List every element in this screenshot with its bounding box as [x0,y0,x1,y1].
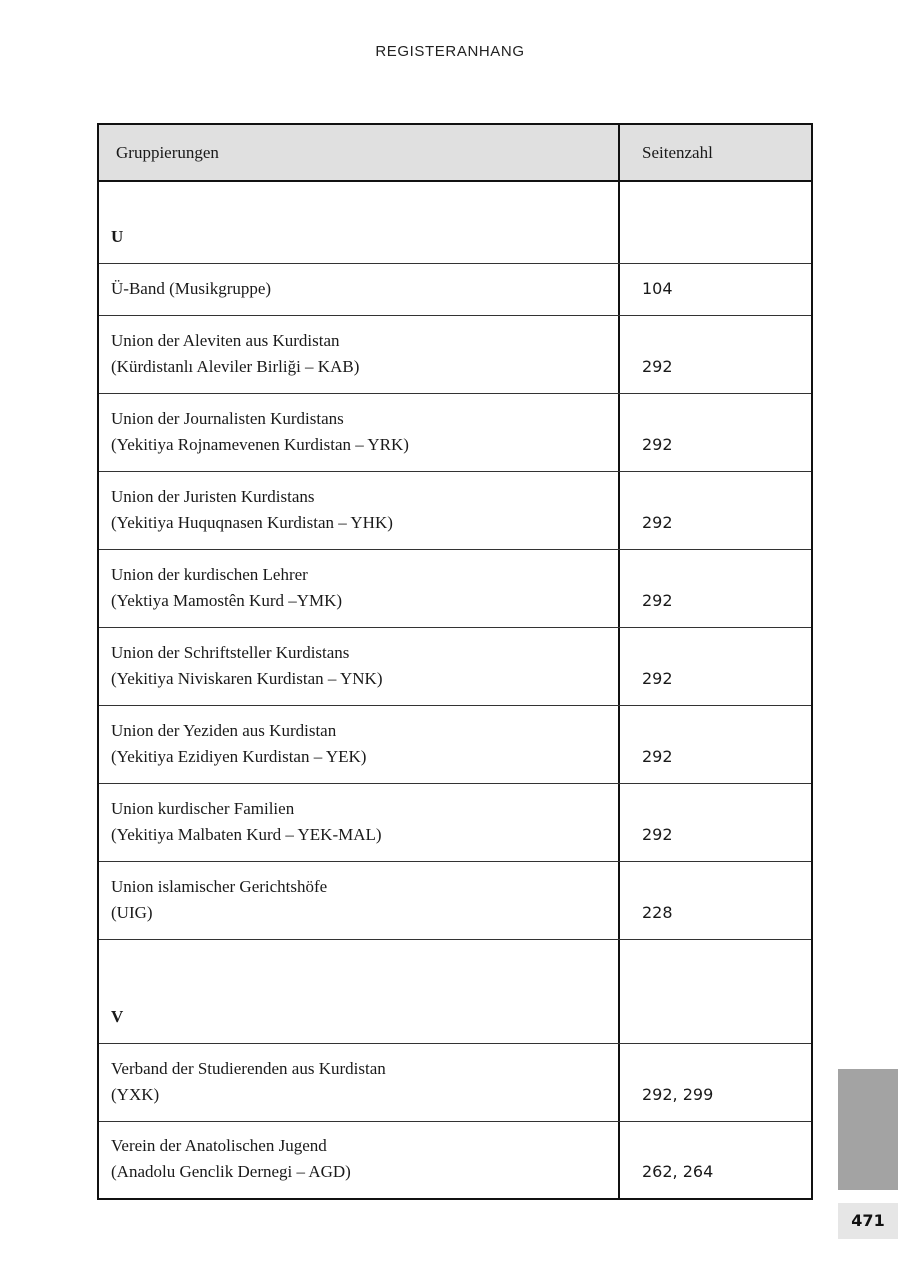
page-ref: 228 [642,903,673,922]
register-table [97,123,813,1200]
table-row [99,263,811,315]
page-ref: 104 [642,279,673,298]
page-ref: 262, 264 [642,1162,714,1181]
table-row [99,549,811,627]
entry-original-name: (Kürdistanlı Aleviler Birliği – KAB) [111,357,360,376]
entry-original-name: (Yekitiya Huquqnasen Kurdistan – YHK) [111,513,393,532]
section-letter-row [99,939,811,1043]
entry-original-name: (Yekitiya Niviskaren Kurdistan – YNK) [111,669,383,688]
section-letter: U [111,227,124,246]
table-row [99,393,811,471]
running-head: REGISTERANHANG [375,43,525,60]
entry-original-name: (YXK) [111,1085,160,1104]
entry-name: Union der kurdischen Lehrer [111,565,308,584]
table-row [99,471,811,549]
entry-name: Union der Juristen Kurdistans [111,487,315,506]
page-ref: 292 [642,357,673,376]
table-header [99,125,811,181]
entry-original-name: (Yektiya Mamostên Kurd –YMK) [111,591,343,610]
column-header-name: Gruppierungen [99,125,620,180]
column-header-page: Seitenzahl [642,142,713,162]
table-row [99,783,811,861]
page-ref: 292 [642,513,673,532]
table-row [99,1121,811,1198]
page-ref: 292 [642,825,673,844]
entry-name: Union der Aleviten aus Kurdistan [111,331,340,350]
thumb-index-tab [838,1069,898,1190]
table-row [99,861,811,939]
entry-name: Ü-Band (Musikgruppe) [111,279,272,298]
page-number: 471 [838,1203,898,1239]
page-ref: 292 [642,747,673,766]
section-letter-row [99,181,811,263]
entry-name: Union islamischer Gerichtshöfe [111,877,328,896]
page-ref: 292 [642,591,673,610]
entry-name: Union der Journalisten Kurdistans [111,409,344,428]
entry-original-name: (Yekitiya Rojnamevenen Kurdistan – YRK) [111,435,409,454]
entry-original-name: (UIG) [111,903,153,922]
entry-name: Verein der Anatolischen Jugend [111,1136,327,1155]
entry-name: Union kurdischer Familien [111,799,295,818]
entry-original-name: (Yekitiya Malbaten Kurd – YEK-MAL) [111,825,382,844]
page-ref: 292 [642,669,673,688]
table-row [99,1043,811,1121]
table-row [99,705,811,783]
page-ref: 292 [642,435,673,454]
table-row [99,627,811,705]
entry-name: Union der Yeziden aus Kurdistan [111,721,337,740]
entry-original-name: (Yekitiya Ezidiyen Kurdistan – YEK) [111,747,367,766]
entry-name: Union der Schriftsteller Kurdistans [111,643,350,662]
entry-original-name: (Anadolu Genclik Dernegi – AGD) [111,1162,351,1181]
section-letter: V [111,1007,124,1026]
entry-name: Verband der Studierenden aus Kurdistan [111,1059,386,1078]
table-row [99,315,811,393]
page-ref: 292, 299 [642,1085,714,1104]
